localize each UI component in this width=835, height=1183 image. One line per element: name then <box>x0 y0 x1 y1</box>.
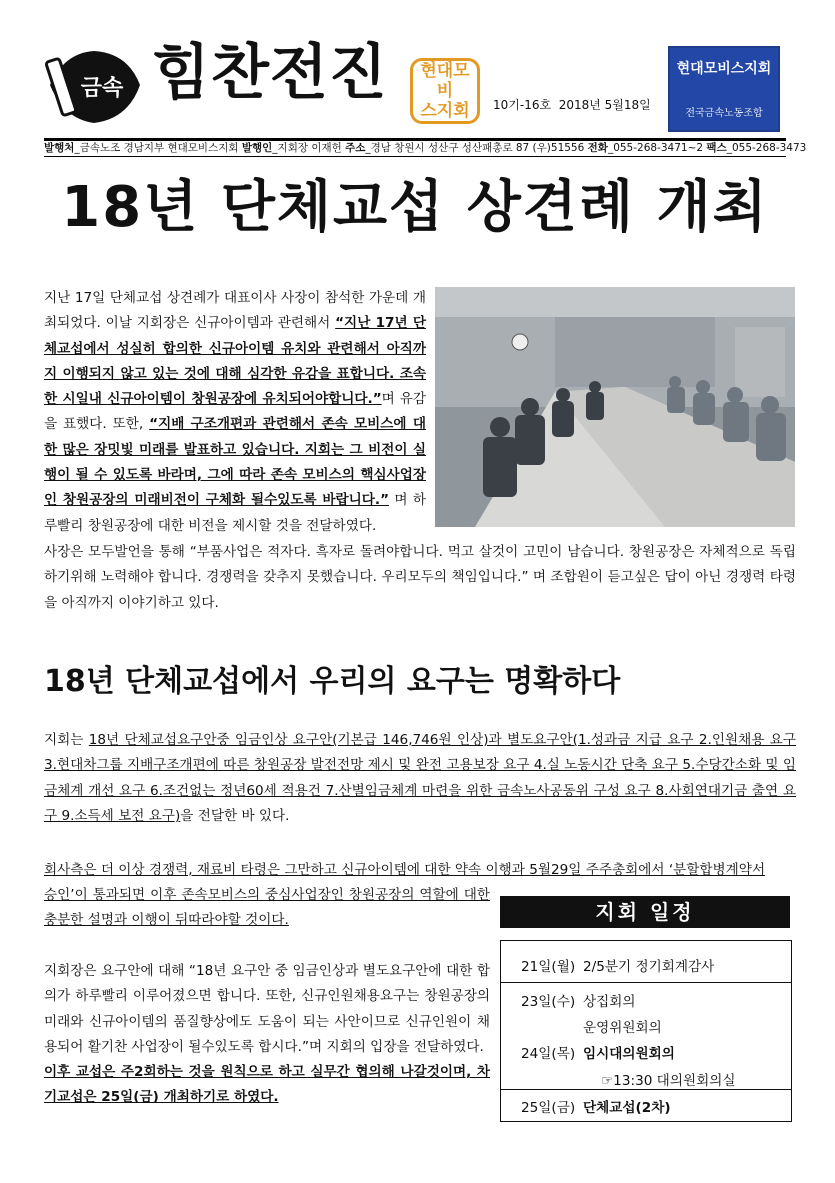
publisher-value: _금속노조 경남지부 현대모비스지회 <box>74 142 239 154</box>
main-headline: 18년 단체교섭 상견례 개최 <box>61 175 769 240</box>
union-flag-logo <box>668 46 780 132</box>
article2-statement: 지회장은 요구안에 대해 “18년 요구안 중 임금인상과 별도요구안에 대한 합의가 하루빨리 이루어졌으면 합니다. 또한, 신규인원채용요구는 창원공장의 미래와 신규아이템의 품질향상에도 도움이 되는 사안이므로 신규인원이 채용되어 활기찬 사업장이 될수있도록 합시다.”며 지회의 입장을 전달하였다. <box>44 963 490 1055</box>
schedule-item: ☞13:30 대의원회의실 <box>601 1073 736 1089</box>
schedule-item: 임시대의원회의 <box>583 1046 675 1062</box>
union-subname: 전국금속노동조합 <box>685 108 763 119</box>
article1-quote2: “지배 구조개편과 관련해서 존속 모비스에 대한 많은 장밋빛 미래를 발표하고 있습니다. 지회는 그 비전이 실행이 될 수 있도록 바라며, 그에 따라 존속 모비스의 핵심사업장인 창원공장의 미래비전이 구체화 될수있도록 바랍니다.” <box>44 416 426 509</box>
article1-text: 지난 17일 단체교섭 상견례가 대표이사 사장이 참석한 가운데 개최되었다. 이날 지회장은 신규아이템과 관련해서 <box>44 290 426 332</box>
issuer-value: _지회장 이재헌 <box>272 142 342 154</box>
article1-quote1: “지난 17년 단체교섭에서 성실히 합의한 신규아이템 유치와 관련해서 아직까지 이행되지 않고 있는 것에 대해 심각한 유감을 표합니다. 조속한 시일내 신규아이템이 창원공장에 유치되어야합니다.” <box>44 315 426 408</box>
publisher-label: 발행처 <box>44 142 75 154</box>
schedule-item: 상집회의 <box>583 994 636 1010</box>
address-value: _경남 창원시 성산구 성산패총로 87 (우)51556 <box>365 142 585 154</box>
article2-paragraph3 <box>44 959 490 1111</box>
issue-number: 10기-16호 <box>493 98 552 112</box>
fax-label: 팩스 <box>706 142 727 154</box>
publisher-bar <box>44 141 807 155</box>
article1-text: 며 유감을 표했다. 또한, <box>44 391 426 433</box>
schedule-item: 단체교섭(2차) <box>583 1100 671 1116</box>
article1-text: 며 하루빨리 창원공장에 대한 비전을 제시할 것을 전달하였다. <box>44 492 426 534</box>
schedule-item: 운영위원회의 <box>583 1020 662 1036</box>
branch-stamp <box>410 58 480 124</box>
phone-value: _055-268-3471~2 <box>607 142 704 154</box>
union-name: 현대모비스지회 <box>676 61 772 77</box>
issue-info <box>493 96 651 113</box>
article2-text: 을 전달한 바 있다. <box>180 807 290 824</box>
divider <box>44 156 786 157</box>
schedule-day: 25일(금) <box>521 1100 576 1116</box>
issuer-label: 발행인 <box>241 142 273 154</box>
stamp-line1: 현대모비 <box>420 61 470 101</box>
union-emblem-logo <box>44 45 144 127</box>
schedule-day: 24일(목) <box>521 1046 576 1062</box>
stamp-line2: 스지회 <box>420 101 470 121</box>
article2-paragraph2-continued: 승인’이 통과되면 이후 존속모비스의 중심사업장인 창원공장의 역할에 대한 충분한 설명과 이행이 뒤따라야할 것이다. <box>44 887 490 929</box>
article2-demands: 18년 단체교섭요구안중 임금인상 요구안(기본급 146,746원 인상)과 별도요구안(1.성과금 지급 요구 2.인원채용 요구 3.현대차그룹 지배구조개편에 따른 창원공장 발전전망 제시 및 완전 고용보장 요구 4.실 노동시간 단축 요구 5.수당간소화 및 임금체계 개선 요구 6.조건없는 정년60세 적용건 7.산별임금체계 마련을 위한 금속노사공동위 구성 요구 8.사회연대기금 출연 요구 9.소득세 보전 요구) <box>44 732 796 824</box>
issue-date: 2018년 5월18일 <box>558 98 651 112</box>
phone-label: 전화 <box>587 142 608 154</box>
divider <box>501 1089 791 1090</box>
divider <box>501 982 791 983</box>
schedule-day: 23일(수) <box>521 994 576 1010</box>
article2-text: 지회는 <box>44 732 89 748</box>
fax-value: _055-268-3473 <box>726 142 807 154</box>
article2-paragraph2-line1 <box>44 858 796 883</box>
masthead-title: 힘찬전진 <box>152 38 388 108</box>
section-headline: 18년 단체교섭에서 우리의 요구는 명확하다 <box>44 664 621 699</box>
article1-paragraph2: 사장은 모두발언을 통해 “부품사업은 적자다. 흑자로 돌려야합니다. 먹고 살것이 고민이 남습니다. 창원공장은 자체적으로 독립하기위해 노력해야 합니다. 경쟁력을 갖추지 못했습니다. 우리모두의 책임입니다.” 며 조합원이 듣고싶은 답이 아닌 경쟁력 타령을 아직까지 이야기하고 있다. <box>44 544 796 611</box>
article1-paragraph1 <box>44 286 426 539</box>
address-label: 주소 <box>345 142 366 154</box>
meeting-photo <box>435 287 795 527</box>
schedule-day: 21일(월) <box>521 959 576 975</box>
article2-next-bargaining: 이후 교섭은 주2회하는 것을 원칙으로 하고 실무간 협의해 나갈것이며, 차기교섭은 25일(금) 개최하기로 하였다. <box>44 1064 490 1106</box>
article2-paragraph2: 회사측은 더 이상 경쟁력, 재료비 타령은 그만하고 신규아이템에 대한 약속 이행과 5월29일 주주총회에서 ‘분할합병계약서 <box>44 862 766 878</box>
schedule-item: 2/5분기 정기회계감사 <box>583 959 715 975</box>
schedule-box <box>500 940 792 1122</box>
emblem-text: 금속 <box>80 76 124 101</box>
schedule-title: 지회 일정 <box>500 896 790 928</box>
article2-paragraph2-rest <box>44 883 490 959</box>
article2-paragraph1 <box>44 728 796 829</box>
